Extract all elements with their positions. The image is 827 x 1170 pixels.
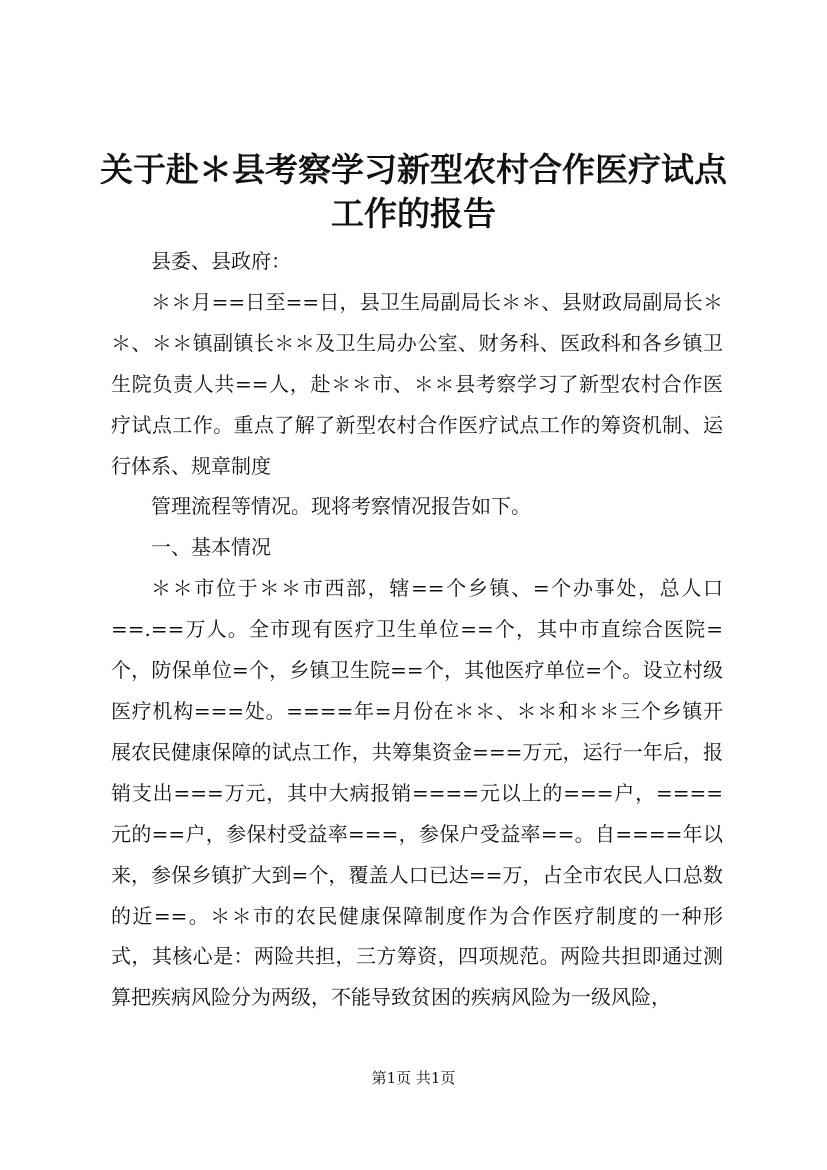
document-body [111,241,723,1018]
paragraph-intro-continued: 管理流程等情况。现将考察情况报告如下。 [151,494,531,519]
salutation: 县委、县政府： [151,249,291,273]
document-title: 关于赴＊县考察学习新型农村合作医疗试点工作的报告 [100,150,727,233]
paragraph-intro: ＊＊月==日至==日，县卫生局副局长＊＊、县财政局副局长＊＊、＊＊镇副镇长＊＊及卫生局办公室、财务科、医政科和各乡镇卫生院负责人共==人，赴＊＊市、＊＊县考察学习了新型农村合作医疗试点工作。重点了解了新型农村合作医疗试点工作的筹资机制、运行体系、规章制度 [111,289,723,478]
section-heading-basic-situation: 一、基本情况 [151,535,271,560]
paragraph-basic-situation: ＊＊市位于＊＊市西部，辖==个乡镇、=个办事处，总人口==.==万人。全市现有医疗卫生单位==个，其中市直综合医院=个，防保单位=个，乡镇卫生院==个，其他医疗单位=个。设立村级医疗机构===处。====年=月份在＊＊、＊＊和＊＊三个乡镇开展农民健康保障的试点工作，共筹集资金===万元，运行一年后，报销支出===万元，其中大病报销====元以上的===户，====元的==户，参保村受益率===，参保户受益率==。自====年以来，参保乡镇扩大到=个，覆盖人口已达==万，占全市农民人口总数的近==。＊＊市的农民健康保障制度作为合作医疗制度的一种形式，其核心是：两险共担，三方筹资，四项规范。两险共担即通过测算把疾病风险分为两级，不能导致贫困的疾病风险为一级风险， [111,576,723,1010]
page-footer: 第1页 共1页 [371,1069,456,1087]
